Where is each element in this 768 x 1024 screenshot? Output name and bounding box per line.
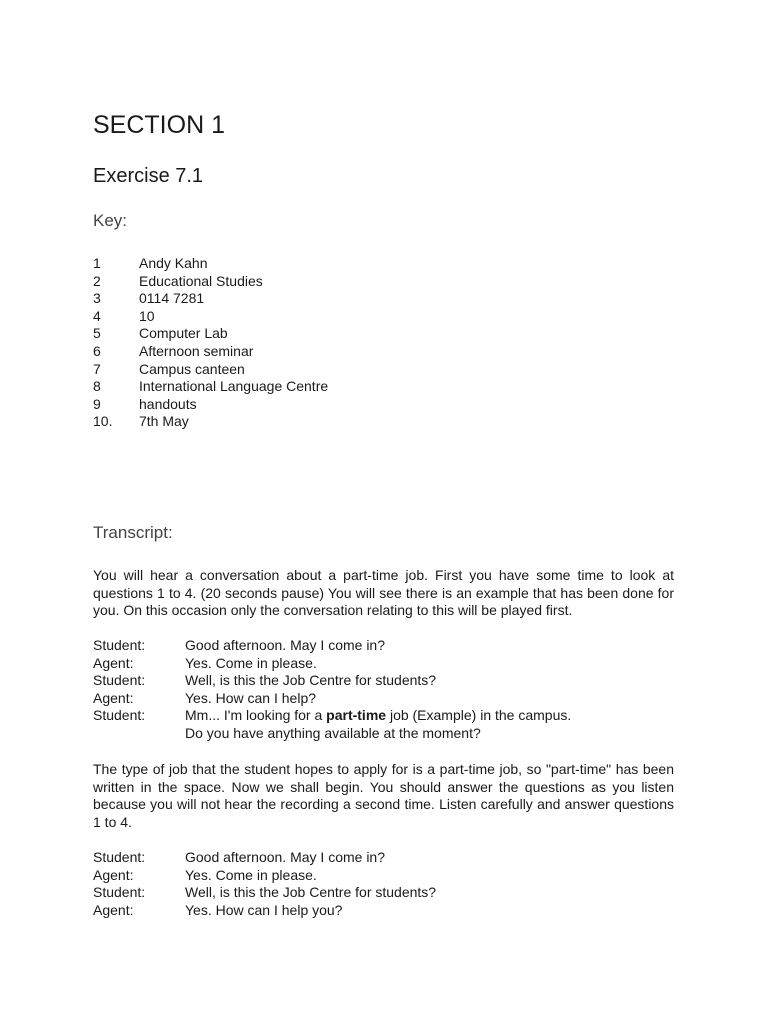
speaker-label: Student:: [93, 849, 146, 865]
key-item-answer: handouts: [139, 395, 197, 412]
key-item-answer: Afternoon seminar: [139, 342, 254, 359]
dialogue-example: [93, 637, 571, 743]
dialogue-text: Yes. Come in please.: [185, 866, 317, 883]
key-item-number: 3: [93, 290, 101, 307]
dialogue-text-before: Mm... I'm looking for a: [185, 707, 327, 724]
dialogue-text: Good afternoon. May I come in?: [185, 849, 385, 865]
dialogue-line: [93, 867, 436, 885]
key-item: [93, 378, 328, 396]
key-item-number: 6: [93, 342, 101, 359]
dialogue-text: Yes. Come in please.: [185, 654, 317, 671]
example-answer-bold: part-time: [326, 707, 387, 724]
key-item-number: 9: [93, 395, 101, 412]
key-item-number: 10.: [93, 413, 113, 430]
key-item: [93, 325, 328, 343]
speaker-label: Student:: [93, 884, 146, 901]
key-item-answer: International Language Centre: [139, 378, 329, 395]
explanation-paragraph: The type of job that the student hopes to apply for is a part-time job, so "part-time" has been written in the space. Now we shall begin. You should answer the questions as you listen because you will not hear the recording a second time. Listen carefully and answer questions 1 to 4.: [93, 761, 674, 830]
dialogue-line: [93, 725, 571, 743]
key-item-number: 7: [93, 360, 101, 377]
key-heading: Key:: [93, 211, 128, 230]
key-item-answer: 7th May: [139, 413, 189, 430]
key-item-answer: Educational Studies: [139, 272, 263, 289]
dialogue-text: Do you have anything available at the moment?: [185, 724, 481, 741]
key-item-answer: Campus canteen: [139, 360, 245, 377]
key-item: [93, 396, 328, 414]
key-item-number: 2: [93, 272, 101, 289]
transcript-heading: Transcript:: [93, 523, 173, 542]
key-item-answer: Computer Lab: [139, 325, 228, 342]
exercise-title: Exercise 7.1: [93, 165, 204, 187]
dialogue-text: [185, 707, 571, 725]
dialogue-line: [93, 690, 571, 708]
key-item: [93, 273, 328, 291]
speaker-label: Student:: [93, 707, 146, 724]
dialogue-text-after: job (Example) in the campus.: [386, 707, 572, 724]
dialogue-main: [93, 849, 436, 919]
key-item: [93, 255, 328, 273]
speaker-label: [93, 725, 185, 743]
dialogue-line: [93, 884, 436, 902]
speaker-label: Student:: [93, 672, 146, 689]
intro-paragraph: You will hear a conversation about a part-time job. First you have some time to look at questions 1 to 4. (20 seconds pause) You will see there is an example that has been done for you. On this occasion only the conversation relating to this will be played first.: [93, 567, 674, 619]
key-item-number: 4: [93, 307, 101, 324]
speaker-label: Agent:: [93, 689, 134, 706]
key-item-answer: 0114 7281: [139, 290, 205, 307]
key-item: [93, 290, 328, 308]
key-item: [93, 308, 328, 326]
key-item-answer: 10: [139, 307, 155, 324]
dialogue-text: Yes. How can I help you?: [185, 901, 343, 918]
key-item-number: 1: [93, 255, 101, 271]
dialogue-text: Good afternoon. May I come in?: [185, 637, 385, 653]
section-title: SECTION 1: [93, 111, 225, 139]
key-item: [93, 413, 328, 431]
dialogue-line: [93, 672, 571, 690]
dialogue-text: Well, is this the Job Centre for students?: [185, 884, 437, 901]
dialogue-text: Yes. How can I help?: [185, 689, 317, 706]
dialogue-line: [93, 637, 571, 655]
speaker-label: Student:: [93, 637, 146, 653]
speaker-label: Agent:: [93, 654, 134, 671]
dialogue-line: [93, 849, 436, 867]
dialogue-text: Well, is this the Job Centre for students?: [185, 672, 437, 689]
dialogue-line: [93, 707, 571, 725]
speaker-label: Agent:: [93, 866, 134, 883]
answer-key-list: [93, 255, 328, 431]
speaker-label: Agent:: [93, 901, 134, 918]
key-item-number: 5: [93, 325, 101, 342]
dialogue-line: [93, 902, 436, 920]
key-item-answer: Andy Kahn: [139, 255, 208, 271]
key-item-number: 8: [93, 378, 101, 395]
key-item: [93, 361, 328, 379]
dialogue-line: [93, 655, 571, 673]
key-item: [93, 343, 328, 361]
